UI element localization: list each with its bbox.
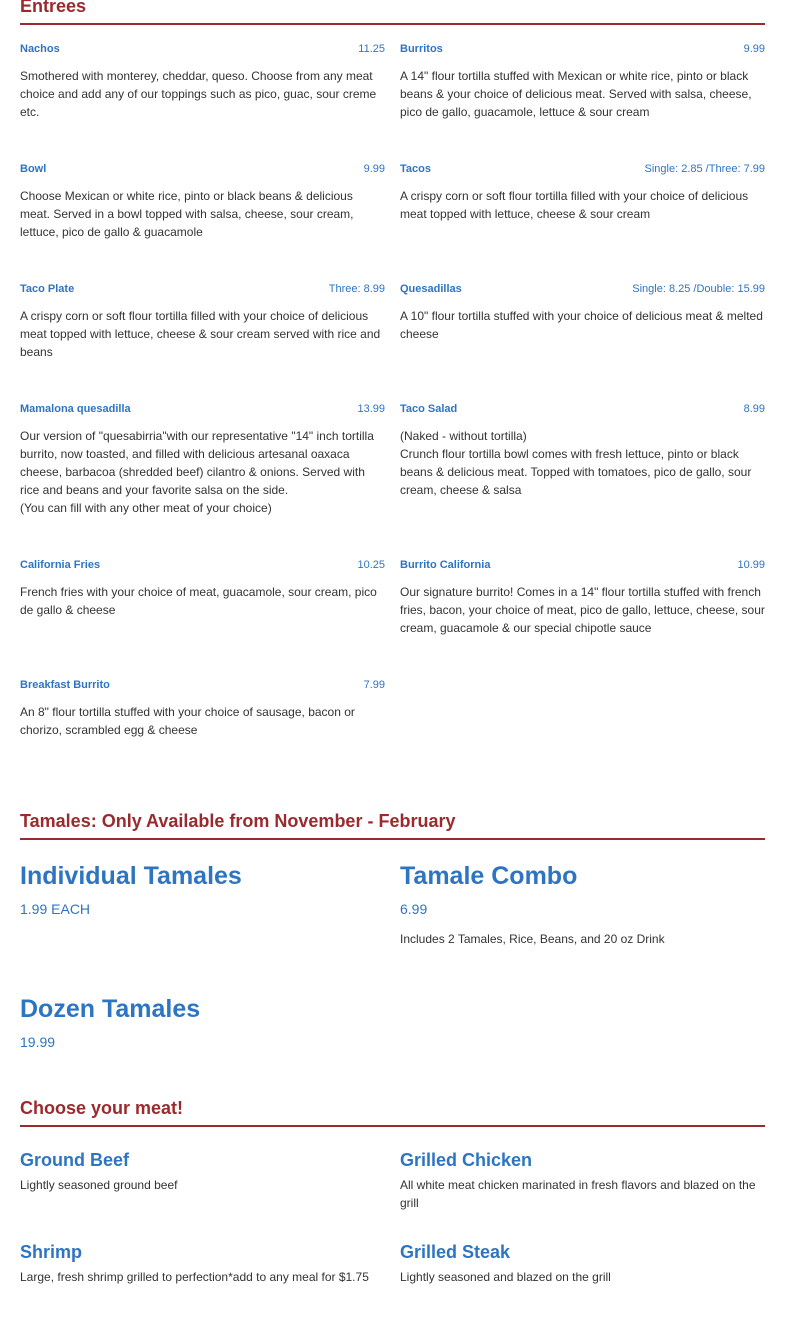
item-price: 9.99	[743, 43, 765, 55]
tamales-section	[20, 810, 765, 1069]
item-name: Nachos	[20, 43, 60, 55]
menu-item-burrito-california	[400, 558, 765, 662]
item-name: Taco Salad	[400, 403, 458, 415]
entrees-title: Entrees	[20, 0, 765, 25]
tamale-individual	[20, 862, 385, 981]
meat-shrimp	[20, 1241, 385, 1329]
menu-item-tacos	[400, 162, 765, 266]
menu-page	[20, 0, 765, 1333]
item-name: Quesadillas	[400, 283, 462, 295]
item-name: Taco Plate	[20, 283, 75, 295]
meat-name: Grilled Steak	[400, 1242, 511, 1262]
tamales-title: Tamales: Only Available from November - February	[20, 810, 765, 840]
tamale-price: 19.99	[20, 1034, 56, 1050]
tamale-dozen	[20, 995, 385, 1055]
item-name: Tacos	[400, 163, 431, 175]
menu-item-burritos	[400, 42, 765, 146]
meat-name: Ground Beef	[20, 1150, 130, 1170]
meats-section	[20, 1097, 765, 1333]
item-price: Three: 8.99	[328, 283, 385, 295]
item-description: An 8" flour tortilla stuffed with your choice of sausage, bacon or chorizo, scrambled egg & cheese	[20, 705, 355, 737]
item-name: Burrito California	[400, 559, 491, 571]
tamale-price: 6.99	[400, 901, 428, 917]
item-description: French fries with your choice of meat, guacamole, sour cream, pico de gallo & cheese	[20, 585, 377, 617]
menu-item-taco-salad	[400, 402, 765, 542]
meats-grid	[20, 1149, 765, 1333]
tamale-price: 1.99 EACH	[20, 901, 91, 917]
menu-item-mamalona-quesadilla	[20, 402, 385, 542]
item-description: Our version of "quesabirria"with our representative "14" inch tortilla burrito, now toasted, and filled with delicious artesanal oaxaca cheese, barbacoa (shredded beef) cilantro & onions. Served with rice and beans and your favorite salsa on the side. (You can fill with any other meat of your choice)	[20, 429, 374, 515]
item-price: 7.99	[363, 679, 385, 691]
item-price: 11.25	[358, 43, 385, 55]
tamale-name: Tamale Combo	[400, 862, 578, 890]
item-price: Single: 2.85 /Three: 7.99	[644, 163, 765, 175]
tamale-name: Dozen Tamales	[20, 995, 201, 1023]
tamale-name: Individual Tamales	[20, 862, 242, 890]
item-name: Bowl	[20, 163, 47, 175]
meat-grilled-chicken	[400, 1149, 765, 1237]
item-price: 8.99	[743, 403, 765, 415]
item-price: 10.99	[737, 559, 765, 571]
menu-item-bowl	[20, 162, 385, 266]
meat-description: Large, fresh shrimp grilled to perfection*add to any meal for $1.75	[20, 1270, 369, 1284]
item-name: California Fries	[20, 559, 101, 571]
menu-item-california-fries	[20, 558, 385, 662]
item-price: 9.99	[363, 163, 385, 175]
meat-ground-beef	[20, 1149, 385, 1237]
meat-description: Lightly seasoned and blazed on the grill	[400, 1270, 611, 1284]
meat-grilled-steak	[400, 1241, 765, 1329]
item-description: (Naked - without tortilla) Crunch flour tortilla bowl comes with fresh lettuce, pinto or black beans & delicious meat. Topped with tomatoes, pico de gallo, sour cream, cheese & salsa	[400, 429, 752, 497]
menu-item-taco-plate	[20, 282, 385, 386]
item-price: 13.99	[357, 403, 385, 415]
item-name: Mamalona quesadilla	[20, 403, 131, 415]
entrees-grid	[20, 42, 765, 778]
item-description: A 14" flour tortilla stuffed with Mexican or white rice, pinto or black beans & your choice of delicious meat. Served with salsa, cheese, pico de gallo, guacamole, lettuce & sour cream	[400, 69, 752, 119]
entrees-section	[20, 0, 765, 778]
meat-name: Grilled Chicken	[400, 1150, 533, 1170]
menu-item-quesadillas	[400, 282, 765, 386]
menu-item-breakfast-burrito	[20, 678, 385, 762]
tamale-combo	[400, 862, 765, 981]
item-price: 10.25	[357, 559, 385, 571]
item-description: Choose Mexican or white rice, pinto or black beans & delicious meat. Served in a bowl topped with salsa, cheese, sour cream, lettuce, pico de gallo & guacamole	[20, 189, 354, 239]
tamale-description: Includes 2 Tamales, Rice, Beans, and 20 oz Drink	[400, 932, 665, 946]
item-description: A crispy corn or soft flour tortilla filled with your choice of delicious meat topped with lettuce, cheese & sour cream	[400, 189, 749, 221]
meat-description: All white meat chicken marinated in fresh flavors and blazed on the grill	[400, 1178, 756, 1210]
menu-item-nachos	[20, 42, 385, 146]
meat-description: Lightly seasoned ground beef	[20, 1178, 178, 1192]
item-price: Single: 8.25 /Double: 15.99	[632, 283, 765, 295]
item-description: A crispy corn or soft flour tortilla filled with your choice of delicious meat topped with lettuce, cheese & sour cream served with rice and beans	[20, 309, 381, 359]
meats-title: Choose your meat!	[20, 1097, 765, 1127]
item-description: A 10" flour tortilla stuffed with your choice of delicious meat & melted cheese	[400, 309, 763, 341]
item-name: Breakfast Burrito	[20, 679, 110, 691]
tamales-grid	[20, 862, 765, 1069]
meat-name: Shrimp	[20, 1242, 83, 1262]
item-description: Smothered with monterey, cheddar, queso. Choose from any meat choice and add any of our toppings such as pico, guac, sour creme etc.	[20, 69, 377, 119]
item-description: Our signature burrito! Comes in a 14" flour tortilla stuffed with french fries, bacon, your choice of meat, pico de gallo, lettuce, cheese, sour cream, guacamole & our special chipotle sauce	[400, 585, 765, 635]
item-name: Burritos	[400, 43, 443, 55]
